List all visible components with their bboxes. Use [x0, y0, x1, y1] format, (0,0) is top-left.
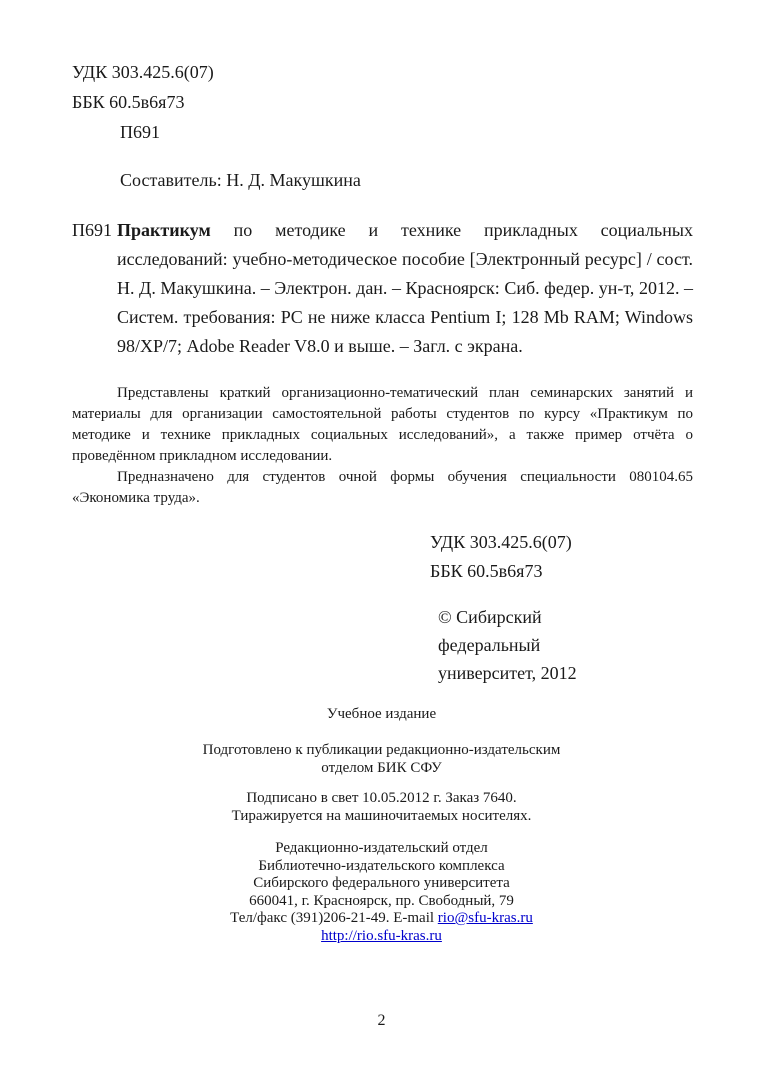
email-link[interactable]: rio@sfu-kras.ru — [437, 910, 533, 926]
catalog-entry-code: П691 — [72, 220, 112, 240]
copyright-line-2: федеральный — [438, 635, 541, 655]
author-sign-line: П691 — [120, 122, 160, 142]
catalog-entry-text — [117, 216, 693, 361]
signed-block — [0, 790, 763, 825]
copyright-block — [438, 603, 577, 687]
catalog-entry-title: Практикум — [117, 220, 211, 240]
signed-line-2: Тиражируется на машиночитаемых носителях. — [231, 807, 532, 824]
catalog-entry-description: по методике и технике прикладных социальных исследований: учебно-методическое пособие [Электронный ресурс] / сост. Н. Д. Макушкина. – Электрон. дан. – Красноярск: Сиб. федер. ун-т, 2012. – Систем. требования: PC не ниже класса Pentium I; 128 Mb RAM; Windows 98/ХР/7; Adobe Reader V8.0 и выше. – Загл. с экрана. — [117, 220, 693, 356]
copyright-line-3: университет, 2012 — [438, 663, 577, 683]
annotation-block — [72, 383, 693, 509]
page-number: 2 — [377, 1012, 386, 1029]
edition-type-line: Учебное издание — [326, 706, 437, 722]
contact-line — [0, 910, 763, 928]
copyright-line-1: © Сибирский — [438, 607, 542, 627]
publisher-line-2: Библиотечно-издательского комплекса — [258, 857, 505, 874]
website-link[interactable]: http://rio.sfu-kras.ru — [321, 927, 442, 944]
website-line — [0, 928, 763, 946]
publisher-line-3: Сибирского федерального университета — [253, 875, 510, 891]
compiler-line: Составитель: Н. Д. Макушкина — [120, 170, 361, 190]
imprint-udc-line: УДК 303.425.6(07) — [430, 532, 572, 552]
udc-line: УДК 303.425.6(07) — [72, 62, 214, 82]
publisher-block — [0, 840, 763, 945]
publisher-address-line: 660041, г. Красноярск, пр. Свободный, 79 — [249, 892, 514, 909]
annotation-paragraph-1: Представлены краткий организационно-тематический план семинарских занятий и материалы для организации самостоятельной работы студентов по курсу «Практикум по методике и технике прикладных социальных исследований», а также пример отчёта о проведённом прикладном исследовании. — [72, 385, 693, 464]
signed-line-1: Подписано в свет 10.05.2012 г. Заказ 7640. — [246, 790, 517, 806]
catalog-entry — [72, 216, 693, 361]
prepared-line-2: отделом БИК СФУ — [321, 759, 442, 776]
imprint-classification-block — [430, 528, 572, 586]
classification-block — [72, 57, 214, 147]
contact-prefix: Тел/факс (391)206-21-49. E-mail — [230, 910, 438, 926]
imprint-bbk-line: ББК 60.5в6я73 — [430, 561, 543, 581]
publisher-line-1: Редакционно-издательский отдел — [275, 840, 488, 856]
bbk-line: ББК 60.5в6я73 — [72, 92, 185, 112]
annotation-paragraph-2: Предназначено для студентов очной формы обучения специальности 080104.65 «Экономика труда». — [72, 469, 693, 506]
prepared-block — [0, 742, 763, 777]
prepared-line-1: Подготовлено к публикации редакционно-издательским — [202, 742, 561, 758]
